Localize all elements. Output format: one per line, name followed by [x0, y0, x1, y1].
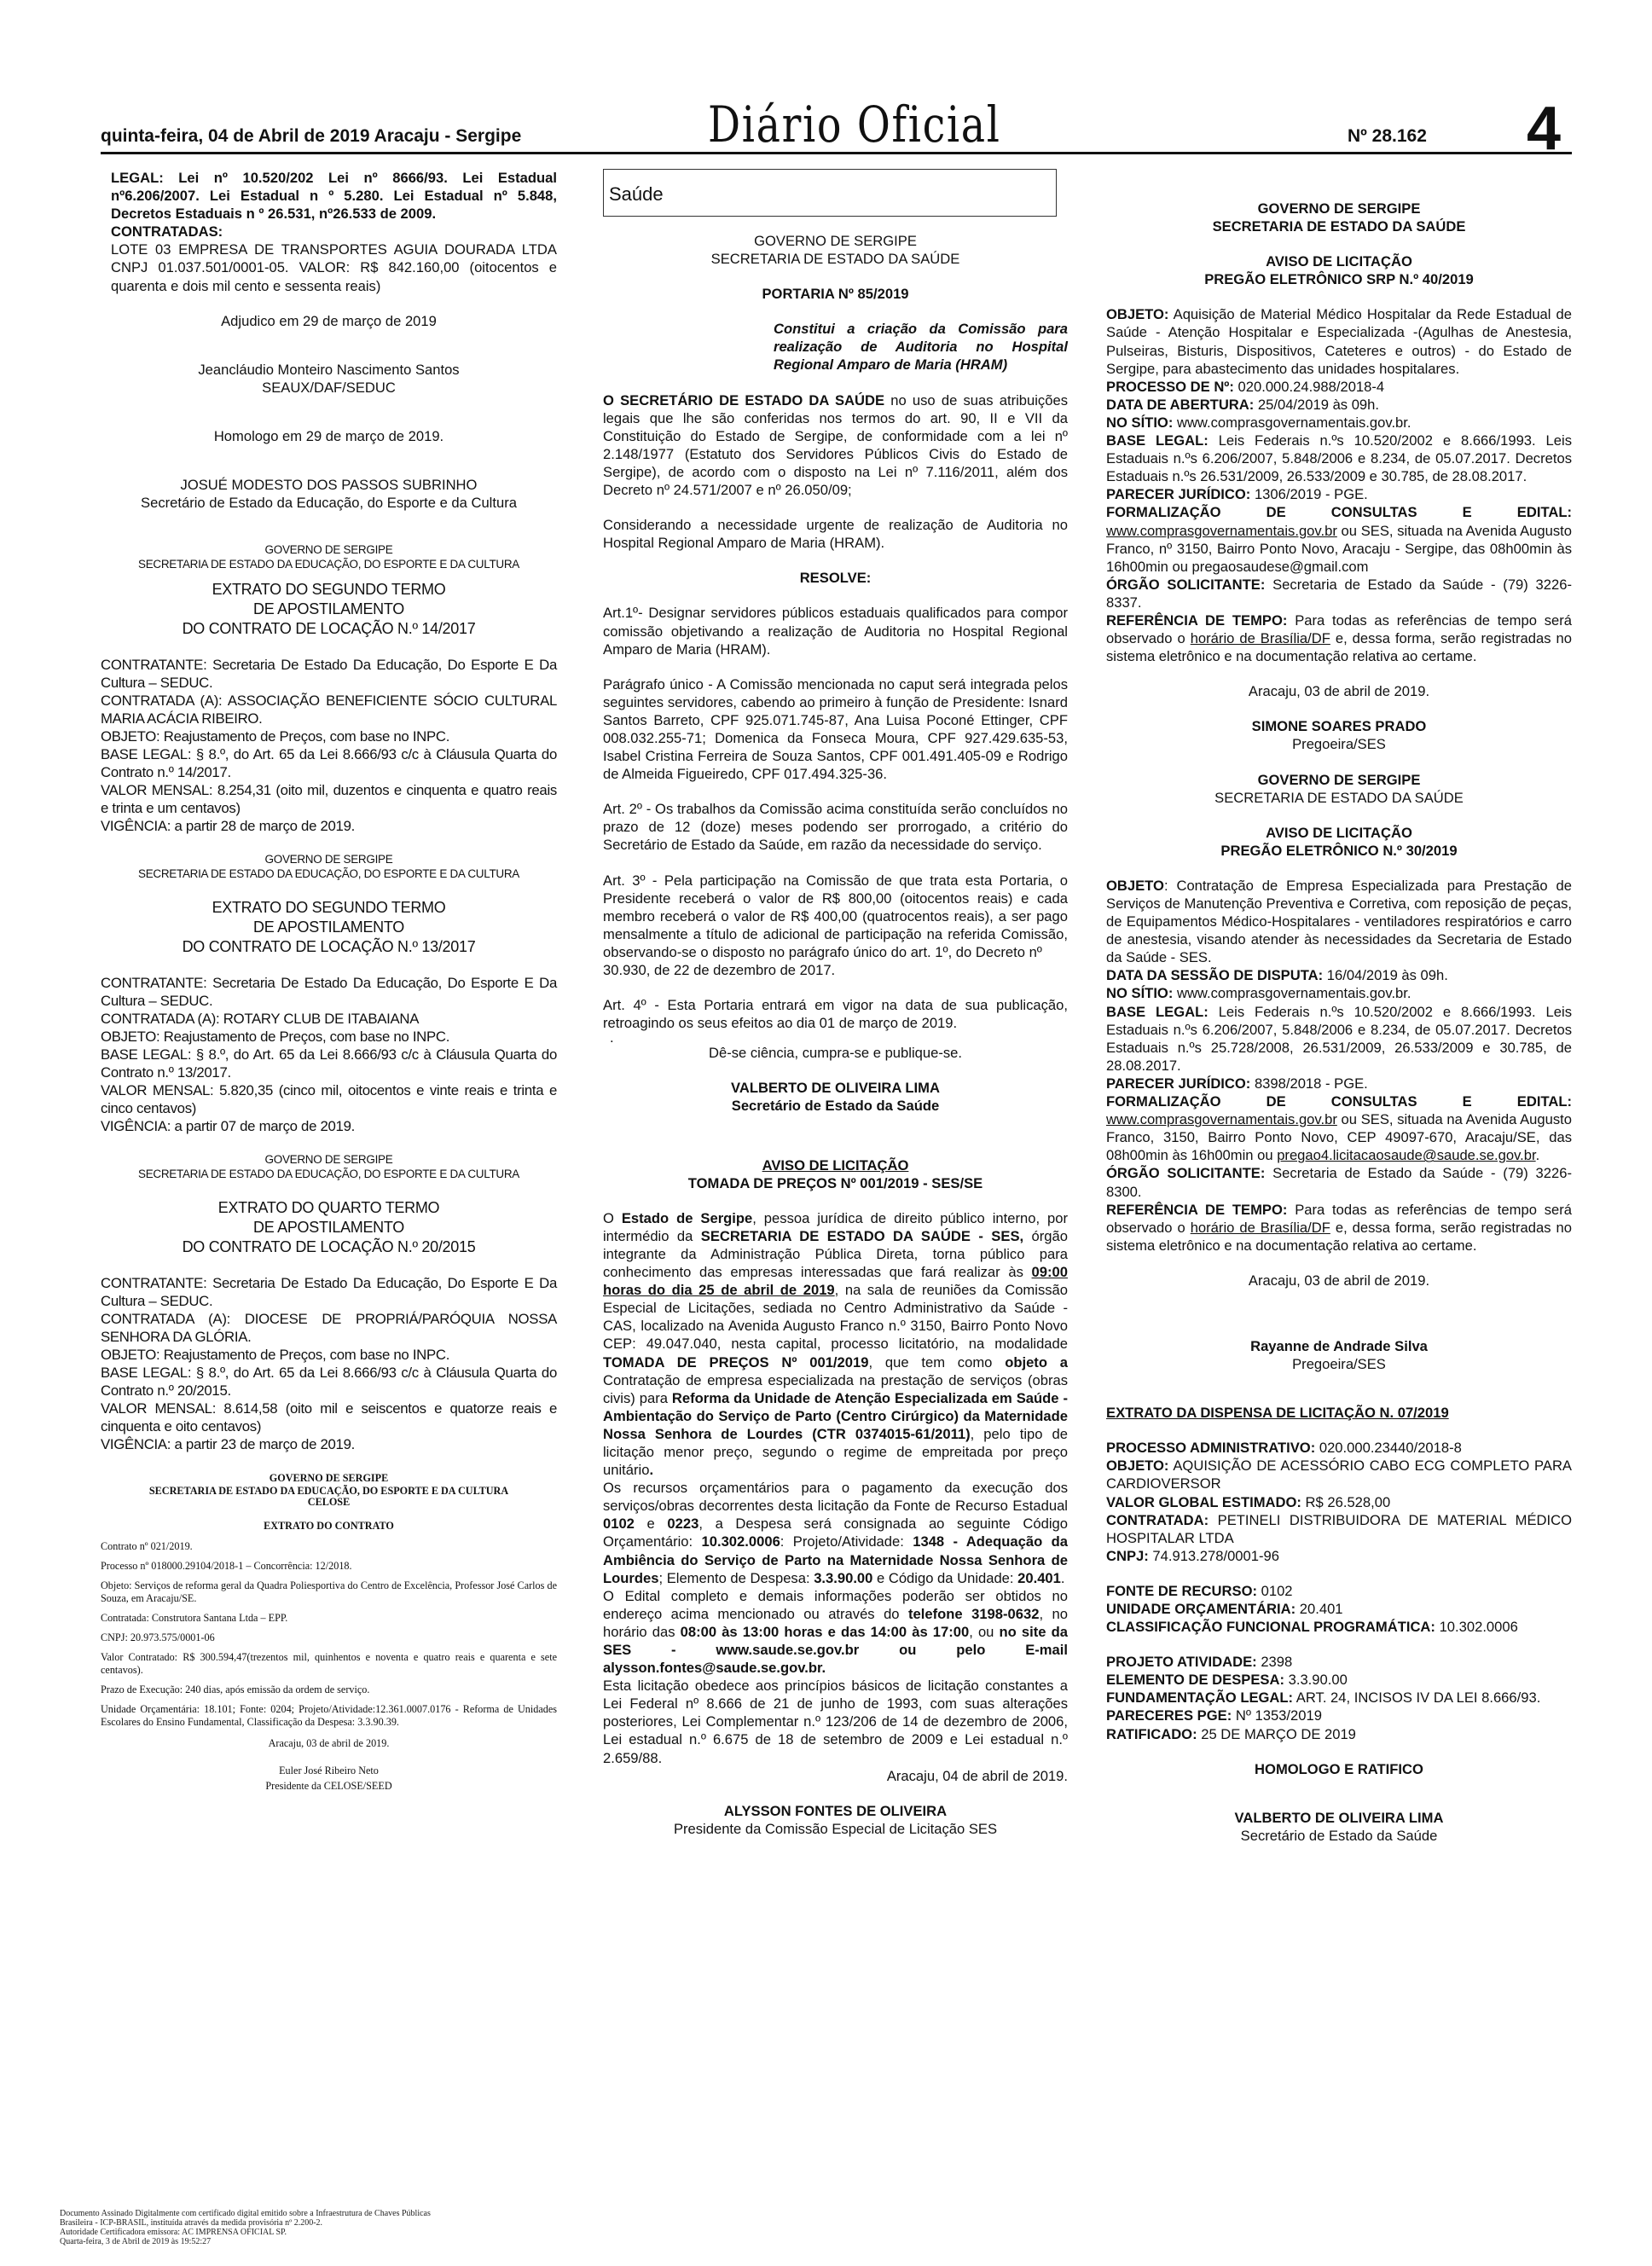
lote-text: LOTE 03 EMPRESA DE TRANSPORTES AGUIA DOURADA LTDA CNPJ 01.037.501/0001-05. VALOR: R$ 842.160,00 (oitocentos e quarenta e dois mil cento e sessenta reais): [111, 241, 557, 294]
ratificado: RATIFICADO: 25 DE MARÇO DE 2019: [1106, 1725, 1356, 1742]
signer-name: Euler José Ribeiro Neto: [279, 1765, 379, 1777]
objeto: OBJETO: Contratação de Empresa Especializada para Prestação de Serviços de Manutenção Preventiva e Corretiva, com reposição de peças, de Equipamentos Médico-Hospitalares - ventiladores respiratórios e carro de anestesia, visando atender às necessidades da Secretaria de Estado da Saúde - SES.: [1106, 877, 1572, 966]
pregao-title: PREGÃO ELETRÔNICO N.º 30/2019: [1220, 842, 1458, 859]
signer-role: Presidente da CELOSE/SEED: [265, 1780, 392, 1793]
signer-role: Pregoeira/SES: [1292, 1356, 1386, 1373]
extrato-title: DE APOSTILAMENTO: [253, 1219, 404, 1237]
extrato-body: CONTRATANTE: Secretaria De Estado Da Educação, Do Esporte E Da Cultura – SEDUC. CONTRATADA (A): ASSOCIAÇÃO BENEFICIENTE SÓCIO CULTURAL MARIA ACÁCIA RIBEIRO. OBJETO: Reajustamento de Preços, com base no INPC. BASE LEGAL: § 8.º, do Art. 65 da Lei 8.666/93 c/c à Cláusula Quarta do Contrato n.º 14/2017. VALOR MENSAL: 8.254,31 (oito mil, duzentos e cinquenta e quatro reais e trinta e um centavos) VIGÊNCIA: a partir 28 de março de 2019.: [101, 657, 557, 835]
gov-heading: GOVERNO DE SERGIPE: [264, 853, 393, 866]
signer-role: Pregoeira/SES: [1292, 736, 1386, 753]
processo: PROCESSO ADMINISTRATIVO: 020.000.23440/2018-8: [1106, 1440, 1462, 1457]
aviso-body-3: O Edital completo e demais informações poderão ser obtidos no endereço acima mencionado ou através do telefone 3198-0632, no horário das 08:00 às 13:00 horas e das 14:00 às 17:00, ou no site da SES - www.saude.se.gov.br ou pelo E-mail alysson.fontes@saude.se.gov.br.: [603, 1587, 1069, 1677]
date-line: Aracaju, 03 de abril de 2019.: [1248, 683, 1430, 700]
link[interactable]: horário de Brasília/DF: [1190, 630, 1330, 647]
parecer: PARECER JURÍDICO: 1306/2019 - PGE.: [1106, 486, 1368, 503]
aviso-body: O Estado de Sergipe, pessoa jurídica de direito público interno, por intermédio da SECRETARIA DE ESTADO DA SAÚDE - SES, órgão integrante da Administração Pública Direta, torna público para conhecimento das empresas interessadas que fará realizar às 09:00 horas do dia 25 de abril de 2019, na sala de reuniões da Comissão Especial de Licitações, sediada no Centro Administrativo da Saúde - CAS, localizado na Avenida Augusto Franco n.º 3150, Bairro Ponto Novo CEP: 49.047.040, nesta capital, processo licitatório, na modalidade TOMADA DE PREÇOS Nº 001/2019, que tem como objeto a Contratação de empresa especializada na prestação de serviços (obras civis) para Reforma da Unidade de Atenção Especializada em Saúde - Ambientação do Serviço de Parto (Centro Cirúrgico) da Maternidade Nossa Senhora de Lourdes (CTR 0374015-61/2011), pelo tipo de licitação menor preço, segundo o regime de empreitada por preço unitário.: [603, 1209, 1068, 1479]
preamble: O SECRETÁRIO DE ESTADO DA SAÚDE no uso de suas atribuições legais que lhe são conferidas nos termos do art. 90, II e VII da Constituição do Estado de Sergipe, de conformidade com a lei nº 2.148/1977 (Estatuto dos Servidores Públicos Civis do Estado de Sergipe), de acordo com o disposto na Lei nº 7.116/2011, além dos Decreto nº 24.571/2007 e nº 26.050/09;: [603, 391, 1068, 499]
article-1: Art.1º- Designar servidores públicos estaduais qualificados para compor comissão objetivando a realização de Auditoria no Hospital Regional Amparo de Maria (HRAM).: [603, 605, 1068, 658]
gov-heading: GOVERNO DE SERGIPE: [264, 543, 393, 557]
extrato-body: CONTRATANTE: Secretaria De Estado Da Educação, Do Esporte E Da Cultura – SEDUC. CONTRATADA (A): DIOCESE DE PROPRIÁ/PARÓQUIA NOSSA SENHORA DA GLÓRIA. OBJETO: Reajustamento de Preços, com base no INPC. BASE LEGAL: § 8.º, do Art. 65 da Lei 8.666/93 c/c à Cláusula Quarta do Contrato n.º 20/2015. VALOR MENSAL: 8.614,58 (oito mil e seiscentos e quatorze reais e cinquenta e oito centavos) VIGÊNCIA: a partir 23 de março de 2019.: [101, 1275, 557, 1453]
sec-heading: SECRETARIA DE ESTADO DA EDUCAÇÃO, DO ESPORTE E DA CULTURA: [148, 1485, 509, 1498]
gov-heading: GOVERNO DE SERGIPE: [264, 1153, 393, 1167]
gov-heading: GOVERNO DE SERGIPE: [754, 233, 917, 249]
sec-heading: SECRETARIA DE ESTADO DA SAÚDE: [710, 251, 960, 268]
extrato-title: EXTRATO DO CONTRATO: [264, 1520, 394, 1533]
resolve-heading: RESOLVE:: [799, 570, 872, 587]
stray-dot: .: [610, 1029, 614, 1046]
adjudico-line: Adjudico em 29 de março de 2019: [221, 312, 437, 329]
aviso-body-4: Esta licitação obedece aos princípios básicos de licitação constantes a Lei Federal nº 8.666 de 21 de junho de 1993, com suas alterações posteriores, Lei Complementar n.º 123/206 de 14 de dezembro de 2006, Lei estadual n.º 6.675 de 18 de setembro de 2009 e Lei estadual n.º 2.659/88.: [603, 1678, 1068, 1766]
section-title: Saúde: [609, 183, 664, 205]
date-line: Aracaju, 03 de abril de 2019.: [268, 1737, 390, 1750]
legal-text: LEGAL: Lei nº 10.520/202 Lei nº 8666/93. Lei Estadual nº6.206/2007. Lei Estadual n º 5.280. Lei Estadual nº 5.848, Decretos Estaduais n º 26.531, nº26.533 de 2009.: [111, 170, 557, 223]
header-date: quinta-feira, 04 de Abril de 2019 Aracaju - Sergipe: [101, 126, 522, 146]
link[interactable]: www.comprasgovernamentais.gov.br: [1106, 1111, 1337, 1128]
valor-global: VALOR GLOBAL ESTIMADO: R$ 26.528,00: [1106, 1493, 1391, 1510]
sec-heading: SECRETARIA DE ESTADO DA EDUCAÇÃO, DO ESPORTE E DA CULTURA: [138, 558, 519, 571]
extrato-title: EXTRATO DO QUARTO TERMO: [217, 1199, 440, 1217]
signer-role: Secretário de Estado da Educação, do Esporte e da Cultura: [141, 495, 517, 512]
masthead-title: Diário Oficial: [708, 96, 1001, 154]
aviso-title: AVISO DE LICITAÇÃO: [1266, 824, 1412, 841]
cnpj: CNPJ: 74.913.278/0001-96: [1106, 1547, 1279, 1564]
unidade-orcamentaria: UNIDADE ORÇAMENTÁRIA: 20.401: [1106, 1601, 1343, 1617]
signer-role: Secretário de Estado da Saúde: [1240, 1827, 1438, 1844]
processo: PROCESSO DE Nº: 020.000.24.988/2018-4: [1106, 378, 1385, 395]
contract-extract-body: Contrato nº 021/2019. Processo nº 018000.29104/2018-1 – Concorrência: 12/2018. Objeto: Serviços de reforma geral da Quadra Poliesportiva do Centro de Excelência, Professor José Carlos de Souza, em Aracaju/SE. Contratada: Construtora Santana Ltda – EPP. CNPJ: 20.973.575/0001-06 Valor Contratado: R$ 300.594,47(trezentos mil, quinhentos e noventa e quatro reais e quarenta e sete centavos). Prazo de Execução: 240 dias, após emissão da ordem de serviço. Unidade Orçamentária: 18.101; Fonte: 0204; Projeto/Atividade:12.361.0007.0176 - Reforma de Unidades Escolares do Ensino Fundamental, Classificação da Despesa: 3.3.90.39.: [101, 1540, 557, 1729]
formalizacao: FORMALIZAÇÃO DE CONSULTAS E EDITAL: www.comprasgovernamentais.gov.br ou SES, situada na Avenida Augusto Franco, nº 3150, Bairro Ponto Novo, Aracaju - Sergipe, das 08h00min às 16h00min ou pregaosaudese@gmail.com: [1106, 504, 1572, 575]
column-left: [101, 169, 557, 1794]
referencia-tempo: REFERÊNCIA DE TEMPO: Para todas as referências de tempo será observado o horário de Brasília/DF e, dessa forma, serão registradas no sistema eletrônico e na documentação relativa ao certame.: [1106, 1201, 1572, 1254]
considerando: Considerando a necessidade urgente de realização de Auditoria no Hospital Regional Amparo de Maria (HRAM).: [603, 517, 1068, 552]
homologo-heading: HOMOLOGO E RATIFICO: [1255, 1760, 1423, 1777]
extrato-title: DO CONTRATO DE LOCAÇÃO N.º 20/2015: [182, 1238, 476, 1256]
signer-role: Secretário de Estado da Saúde: [731, 1098, 940, 1115]
closing-line: Dê-se ciência, cumpra-se e publique-se.: [709, 1045, 962, 1062]
article-3: Art. 3º - Pela participação na Comissão de que trata esta Portaria, o Presidente receberá o valor de R$ 800,00 (oitocentos reais) e cada membro receberá o valor de R$ 400,00 (quatrocentos reais), a ser pago mensalmente a título de adicional de participação na referida Comissão, observando-se o disposto no parágrafo único do art. 1º, do Decreto nº: [603, 872, 1068, 960]
signer-name: SIMONE SOARES PRADO: [1251, 718, 1427, 735]
edition-number: Nº 28.162: [1348, 126, 1427, 146]
extrato-title: DE APOSTILAMENTO: [253, 600, 404, 618]
sec-heading: SECRETARIA DE ESTADO DA SAÚDE: [1212, 218, 1466, 235]
extrato-title: DO CONTRATO DE LOCAÇÃO N.º 13/2017: [182, 938, 476, 956]
digital-signature-footer: Documento Assinado Digitalmente com certificado digital emitido sobre a Infraestrutura de Chaves Públicas Brasileira - ICP-BRASIL, instituída através da medida provisória nº 2.200-2. Autoridade Certificadora emissora: AC IMPRENSA OFICIAL SP. Quarta-feira, 3 de Abril de 2019 às 19:52:27: [60, 2209, 431, 2246]
base-legal: BASE LEGAL: Leis Federais n.ºs 10.520/2002 e 8.666/1993. Leis Estaduais n.ºs 6.206/2007, 5.848/2006 e 8.234, de 05.07.2017. Decretos Estaduais n.ºs 26.531/2009, 26.533/2009 e 30.785, de 28.08.2017.: [1106, 432, 1572, 485]
formalizacao: FORMALIZAÇÃO DE CONSULTAS E EDITAL: www.comprasgovernamentais.gov.br ou SES, situada na Avenida Augusto Franco, 3150, Bairro Ponto Novo, CEP 49097-670, Aracaju/SE, das 08h00min às 16h00min ou pregao4.licitacaosaude@saude.se.gov.br.: [1106, 1093, 1572, 1164]
extrato-title: EXTRATO DO SEGUNDO TERMO: [212, 581, 446, 599]
column-middle: [603, 169, 1068, 1838]
article-4: Art. 4º - Esta Portaria entrará em vigor na data de sua publicação, retroagindo os seus efeitos ao dia 01 de março de 2019.: [603, 997, 1068, 1032]
data-abertura: DATA DE ABERTURA: 25/04/2019 às 09h.: [1106, 396, 1379, 413]
no-sitio: NO SÍTIO: www.comprasgovernamentais.gov.br.: [1106, 414, 1411, 431]
section-box: [603, 169, 1057, 217]
link[interactable]: horário de Brasília/DF: [1190, 1219, 1330, 1236]
no-sitio: NO SÍTIO: www.comprasgovernamentais.gov.br.: [1106, 985, 1411, 1002]
dispensa-title: EXTRATO DA DISPENSA DE LICITAÇÃO N. 07/2019: [1106, 1405, 1449, 1422]
article-3-cont: 30.930, de 22 de dezembro de 2017.: [603, 962, 836, 978]
page-number: 4: [1527, 95, 1562, 163]
aviso-title: AVISO DE LICITAÇÃO: [762, 1156, 909, 1174]
signer-name: VALBERTO DE OLIVEIRA LIMA: [1234, 1809, 1444, 1826]
orgao-solicitante: ÓRGÃO SOLICITANTE: Secretaria de Estado da Saúde - (79) 3226-8300.: [1106, 1165, 1573, 1200]
extrato-title: DO CONTRATO DE LOCAÇÃO N.º 14/2017: [182, 620, 476, 638]
extrato-title: EXTRATO DO SEGUNDO TERMO: [212, 899, 446, 917]
aviso-title: AVISO DE LICITAÇÃO: [1266, 253, 1412, 270]
email-link[interactable]: pregao4.licitacaosaude@saude.se.gov.br: [1277, 1147, 1536, 1164]
projeto-atividade: PROJETO ATIVIDADE: 2398: [1106, 1654, 1293, 1671]
signer-name: ALYSSON FONTES DE OLIVEIRA: [723, 1802, 948, 1819]
sec-heading: SECRETARIA DE ESTADO DA EDUCAÇÃO, DO ESPORTE E DA CULTURA: [138, 1168, 519, 1181]
referencia-tempo: REFERÊNCIA DE TEMPO: Para todas as referências de tempo será observado o horário de Brasília/DF e, dessa forma, serão registradas no sistema eletrônico e na documentação relativa ao certame.: [1106, 611, 1572, 665]
header-rule: [101, 152, 1572, 154]
fonte-recurso: FONTE DE RECURSO: 0102: [1106, 1582, 1293, 1599]
gov-heading: GOVERNO DE SERGIPE: [1257, 771, 1421, 788]
pregao-title: PREGÃO ELETRÔNICO SRP N.º 40/2019: [1204, 271, 1474, 288]
extrato-title: DE APOSTILAMENTO: [253, 919, 404, 936]
classificacao: CLASSIFICAÇÃO FUNCIONAL PROGRAMÁTICA: 10.302.0006: [1106, 1619, 1518, 1636]
sec-heading: SECRETARIA DE ESTADO DA SAÚDE: [1214, 789, 1464, 806]
base-legal: BASE LEGAL: Leis Federais n.ºs 10.520/2002 e 8.666/1993. Leis Estaduais n.ºs 6.206/2007, 5.848/2006 e 8.234, de 05.07.2017. Decretos Estaduais n.ºs 25.728/2008, 26.531/2009, 26.533/2009 e 30.785, de 28.08.2017.: [1106, 1003, 1572, 1074]
celose-heading: CELOSE: [307, 1496, 351, 1509]
signer-role: SEAUX/DAF/SEDUC: [262, 379, 396, 396]
signer-name: Rayanne de Andrade Silva: [1250, 1337, 1428, 1354]
article-2: Art. 2º - Os trabalhos da Comissão acima constituída serão concluídos no prazo de 12 (doze) meses podendo ser prorrogado, a critério do Secretário de Estado da Saúde, em razão da necessidade do serviço.: [603, 801, 1068, 854]
gov-heading: GOVERNO DE SERGIPE: [1257, 200, 1421, 217]
column-right: [1106, 169, 1572, 1845]
date-line: Aracaju, 03 de abril de 2019.: [1248, 1272, 1430, 1289]
contratadas-label: CONTRATADAS:: [111, 223, 223, 241]
signer-role: Presidente da Comissão Especial de Licitação SES: [673, 1820, 998, 1837]
paragrafo-unico: Parágrafo único - A Comissão mencionada no caput será integrada pelos seguintes servidores, cabendo ao primeiro à função de Presidente: Isnard Santos Barreto, CPF 925.071.745-87, Ana Luisa Poconé Ettinger, CPF 008.032.255-71; Domenica da Fonseca Moura, CPF 927.429.635-53, Isabel Cristina Ferreira de Souza Santos, CPF 001.491.405-09 e Rodrigo de Almeida Figueiredo, CPF 017.494.325-36.: [603, 675, 1068, 783]
tomada-title: TOMADA DE PREÇOS Nº 001/2019 - SES/SE: [687, 1174, 983, 1191]
portaria-title: PORTARIA Nº 85/2019: [762, 286, 909, 303]
signer-name: Jeancláudio Monteiro Nascimento Santos: [198, 361, 460, 378]
date-line: Aracaju, 04 de abril de 2019.: [886, 1767, 1068, 1784]
homologo-line: Homologo em 29 de março de 2019.: [213, 427, 444, 444]
sec-heading: SECRETARIA DE ESTADO DA EDUCAÇÃO, DO ESPORTE E DA CULTURA: [138, 867, 519, 881]
aviso-body-2: Os recursos orçamentários para o pagamento da execução dos serviços/obras decorrentes desta licitação da Fonte de Recurso Estadual 0102 e 0223, a Despesa será consignada ao seguinte Código Orçamentário: 10.302.0006: Projeto/Atividade: 1348 - Adequação da Ambiência do Serviço de Parto na Maternidade Nossa Senhora de Lourdes; Elemento de Despesa: 3.3.90.00 e Código da Unidade: 20.401.: [603, 1480, 1068, 1586]
extrato-body: CONTRATANTE: Secretaria De Estado Da Educação, Do Esporte E Da Cultura – SEDUC. CONTRATADA (A): ROTARY CLUB DE ITABAIANA OBJETO: Reajustamento de Preços, com base no INPC. BASE LEGAL: § 8.º, do Art. 65 da Lei 8.666/93 c/c à Cláusula Quarta do Contrato n.º 13/2017. VALOR MENSAL: 5.820,35 (cinco mil, oitocentos e vinte reais e trinta e cinco centavos) VIGÊNCIA: a partir 07 de março de 2019.: [101, 975, 557, 1135]
pareceres: PARECERES PGE: Nº 1353/2019: [1106, 1707, 1322, 1724]
orgao-solicitante: ÓRGÃO SOLICITANTE: Secretaria de Estado da Saúde - (79) 3226-8337.: [1106, 576, 1573, 611]
elemento-despesa: ELEMENTO DE DESPESA: 3.3.90.00: [1106, 1672, 1348, 1689]
fundamentacao: FUNDAMENTAÇÃO LEGAL: ART. 24, INCISOS IV DA LEI 8.666/93.: [1106, 1689, 1541, 1707]
ementa: Constitui a criação da Comissão para realização de Auditoria no Hospital Regional Amparo de Maria (HRAM): [774, 321, 1068, 374]
parecer: PARECER JURÍDICO: 8398/2018 - PGE.: [1106, 1075, 1368, 1092]
gov-heading: GOVERNO DE SERGIPE: [269, 1472, 389, 1485]
objeto: OBJETO: AQUISIÇÃO DE ACESSÓRIO CABO ECG COMPLETO PARA CARDIOVERSOR: [1106, 1458, 1572, 1492]
contratada: CONTRATADA: PETINELI DISTRIBUIDORA DE MATERIAL MÉDICO HOSPITALAR LTDA: [1106, 1511, 1572, 1546]
signer-name: JOSUÉ MODESTO DOS PASSOS SUBRINHO: [180, 477, 478, 494]
data-sessao: DATA DA SESSÃO DE DISPUTA: 16/04/2019 às 09h.: [1106, 967, 1448, 984]
signer-name: VALBERTO DE OLIVEIRA LIMA: [731, 1080, 940, 1097]
objeto: OBJETO: Aquisição de Material Médico Hospitalar da Rede Estadual de Saúde - Atenção Hospitalar e Especializada -(Agulhas de Anestesia, Pulseiras, Bisturis, Dispositivos, Cateteres e outros) - do Estado de Sergipe, para abastecimento das unidades hospitalares.: [1106, 306, 1572, 377]
link[interactable]: www.comprasgovernamentais.gov.br: [1106, 522, 1337, 539]
